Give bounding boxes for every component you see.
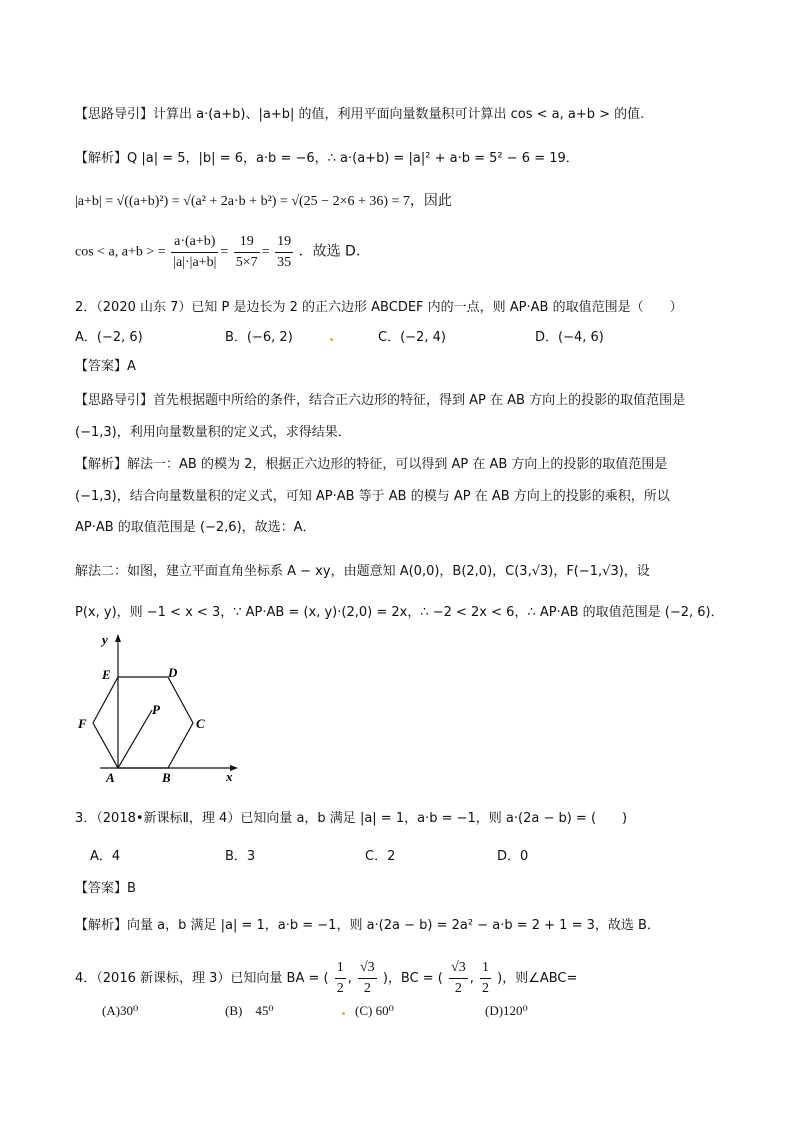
guide-line-1: 【思路导引】计算出 a·(a+b)、|a+b| 的值，利用平面向量数量积可计算出 cos < a, a+b > 的值.: [75, 107, 645, 122]
q4-frac-3-den: 2: [454, 981, 462, 996]
q4-frac-4-den: 2: [481, 981, 489, 996]
point-b-label: B: [162, 770, 171, 785]
q4-option-a: (A)30⁰: [102, 1003, 139, 1018]
q4-frac-3-num: √3: [449, 958, 468, 979]
fraction-2-num: 19: [234, 232, 260, 253]
q2-option-a: A．(−2, 6): [75, 330, 143, 345]
q3-option-d: D．0: [497, 849, 529, 864]
q4-frac-2: [358, 958, 377, 999]
question-4: 4．（2016 新课标，理 3）已知向量 BA = ( $\frac{1}{2}$ , $\frac{√3}{2}$ )，BC = ( $\frac{√3}{2}$ , $\frac{1}{2}$ )，则∠ABC=: [75, 958, 577, 999]
fraction-2: [234, 232, 260, 273]
solution-line-3: cos < a, a+b > = $\frac{a\cdot(a+b)}{|a|\cdot|a+b|}$ = $\frac{19}{5\times 7}$ = $\frac{19}{35}$ ．故选 D．: [75, 232, 370, 273]
q4-option-b: (B) 45⁰: [225, 1003, 274, 1018]
q2-answer: 【答案】A: [75, 359, 136, 374]
fraction-3-den: 35: [277, 255, 292, 270]
point-p-label: P: [152, 702, 160, 717]
fraction-1-den: |a|·|a+b|: [173, 255, 217, 270]
hexagon-figure: [70, 628, 250, 788]
q2-solution-2: (−1,3)，结合向量数量积的定义式，可知 AP·AB 等于 AB 的模与 AP 在 AB 方向上的投影的乘积，所以: [75, 489, 670, 504]
q2-option-d: D．(−4, 6): [535, 330, 604, 345]
question-2: 2．（2020 山东 7）已知 P 是边长为 2 的正六边形 ABCDEF 内的一点，则 AP·AB 的取值范围是（ ）: [75, 300, 683, 315]
question-3: 3．（2018•新课标Ⅱ，理 4）已知向量 a，b 满足 |a| = 1，a·b = −1，则 a·(2a − b) = ( ): [75, 811, 628, 826]
q4-option-d: (D)120⁰: [485, 1003, 528, 1018]
point-a-label: A: [106, 770, 115, 785]
q3-option-b: B．3: [225, 849, 256, 864]
decorative-dot-1: [330, 338, 333, 341]
q4-option-c: (C) 60⁰: [355, 1003, 394, 1018]
q4-part-3: )，则∠ABC=: [497, 971, 578, 986]
q4-frac-1-num: 1: [335, 958, 346, 979]
q4-frac-4: [480, 958, 491, 999]
point-c-label: C: [196, 716, 205, 731]
fraction-1: [171, 232, 218, 273]
q4-frac-2-den: 2: [363, 981, 371, 996]
point-f-label: F: [78, 716, 87, 731]
cos-expression: cos < a, a+b > =: [75, 244, 170, 260]
q3-solution: 【解析】向量 a，b 满足 |a| = 1，a·b = −1，则 a·(2a − b) = 2a² − a·b = 2 + 1 = 3，故选 B．: [75, 918, 660, 933]
solution-line-2: |a+b| = √((a+b)²) = √(a² + 2a·b + b²) = √(25 − 2×6 + 36) = 7，因此: [75, 194, 452, 209]
point-e-label: E: [102, 667, 111, 682]
q3-option-a: A．4: [90, 849, 121, 864]
q2-method-2-line-1: 解法二：如图，建立平面直角坐标系 A − xy，由题意知 A(0,0)，B(2,0)，C(3,√3)，F(−1,√3)，设: [75, 564, 650, 579]
decorative-dot-2: [342, 1012, 345, 1015]
point-d-label: D: [168, 665, 178, 680]
q4-frac-1-den: 2: [336, 981, 344, 996]
q4-part-2: )，BC = (: [382, 971, 443, 986]
q4-part-1: 4．（2016 新课标，理 3）已知向量 BA = (: [75, 971, 329, 986]
fraction-3: [275, 232, 293, 273]
q3-answer: 【答案】B: [75, 881, 136, 896]
fraction-1-num: a·(a+b): [171, 232, 218, 253]
q3-option-c: C．2: [365, 849, 396, 864]
q2-guide-2: (−1,3)，利用向量数量积的定义式，求得结果．: [75, 425, 351, 440]
q4-frac-1: [335, 958, 346, 999]
q2-option-b: B．(−6, 2): [225, 330, 293, 345]
fraction-3-num: 19: [275, 232, 293, 253]
q2-solution-3: AP·AB 的取值范围是 (−2,6)，故选：A．: [75, 520, 316, 535]
q2-solution-1: 【解析】解法一：AB 的模为 2，根据正六边形的特征，可以得到 AP 在 AB 方向上的投影的取值范围是: [75, 457, 668, 472]
x-axis-label: x: [226, 769, 233, 784]
solution-line-1: 【解析】Q |a| = 5，|b| = 6，a·b = −6，∴ a·(a+b) = |a|² + a·b = 5² − 6 = 19．: [75, 151, 579, 166]
y-axis-label: y: [102, 632, 108, 647]
q4-frac-4-num: 1: [480, 958, 491, 979]
q4-frac-3: [449, 958, 468, 999]
fraction-2-den: 5×7: [235, 255, 258, 270]
choose-d: ．故选 D．: [298, 243, 370, 260]
q2-method-2-line-2: P(x, y)，则 −1 < x < 3，∵ AP·AB = (x, y)·(2,0) = 2x，∴ −2 < 2x < 6，∴ AP·AB 的取值范围是 (−2, 6)．: [75, 605, 724, 620]
q2-option-c: C．(−2, 4): [378, 330, 446, 345]
q4-frac-2-num: √3: [358, 958, 377, 979]
q2-guide-1: 【思路导引】首先根据题中所给的条件，结合正六边形的特征，得到 AP 在 AB 方向上的投影的取值范围是: [75, 393, 686, 408]
